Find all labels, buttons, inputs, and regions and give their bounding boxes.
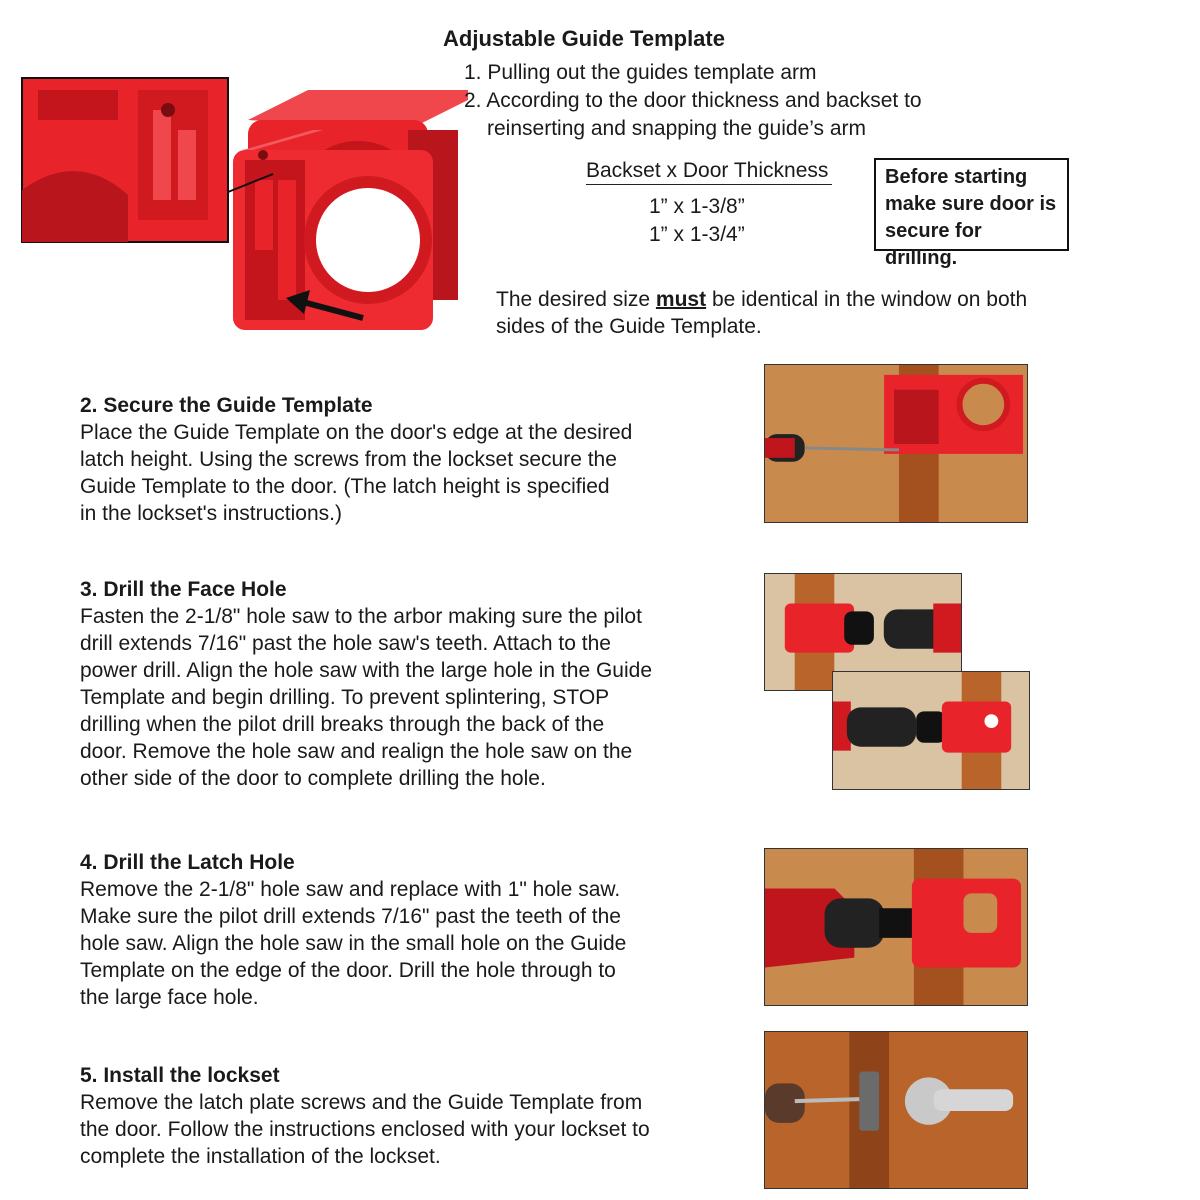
section-line: Guide Template to the door. (The latch height is specified [80, 475, 610, 498]
section-line: Remove the 2-1/8" hole saw and replace with 1" hole saw. [80, 878, 621, 901]
callout-line-1: Before starting [885, 166, 1028, 188]
callout-line-2: make sure door is [885, 193, 1057, 215]
size-note-part1: The desired size [496, 288, 656, 311]
size-note-line-2: sides of the Guide Template. [496, 315, 762, 338]
section-line: Template and begin drilling. To prevent splintering, STOP [80, 686, 610, 709]
size-note-emphasis: must [655, 288, 707, 311]
section-heading: 3. Drill the Face Hole [80, 578, 287, 601]
intro-step-2-cont: reinserting and snapping the guide’s arm [487, 117, 867, 140]
section-line: the door. Follow the instructions enclosed with your lockset to [80, 1118, 650, 1141]
section-line: door. Remove the hole saw and realign the hole saw on the [80, 740, 633, 763]
latch-hole-photo [764, 848, 1028, 1006]
section-line: other side of the door to complete drilling the hole. [80, 767, 546, 790]
section-face-hole [80, 576, 652, 792]
section-secure-template [80, 392, 632, 527]
guide-template-illustration [18, 70, 478, 330]
section-line: Place the Guide Template on the door's edge at the desired [80, 421, 633, 444]
section-latch-hole [80, 849, 626, 1011]
intro-step-2: 2. According to the door thickness and backset to [464, 89, 922, 112]
section-line: latch height. Using the screws from the lockset secure the [80, 448, 617, 471]
callout-line-3: secure for drilling. [885, 220, 982, 269]
section-install-lockset [80, 1062, 650, 1170]
section-heading: 4. Drill the Latch Hole [80, 851, 295, 874]
backset-row-1: 1” x 1-3/8” [649, 195, 745, 218]
section-line: Template on the edge of the door. Drill the hole through to [80, 959, 616, 982]
section-line: Remove the latch plate screws and the Guide Template from [80, 1091, 643, 1114]
section-line: power drill. Align the hole saw with the large hole in the Guide [80, 659, 653, 682]
backset-table-header: Backset x Door Thickness [586, 157, 832, 185]
section-line: the large face hole. [80, 986, 259, 1009]
section-line: in the lockset's instructions.) [80, 502, 342, 525]
section-line: complete the installation of the lockset. [80, 1145, 441, 1168]
section-heading: 5. Install the lockset [80, 1064, 280, 1087]
intro-step-1: 1. Pulling out the guides template arm [464, 61, 817, 84]
product-photo [18, 70, 478, 330]
page-title: Adjustable Guide Template [443, 26, 725, 51]
size-note-part2: be identical in the window on both [706, 288, 1028, 311]
backset-row-2: 1” x 1-3/4” [649, 223, 745, 246]
section-line: Make sure the pilot drill extends 7/16" past the teeth of the [80, 905, 621, 928]
face-hole-photo-2 [832, 671, 1030, 790]
section-line: hole saw. Align the hole saw in the small hole on the Guide [80, 932, 627, 955]
section-heading: 2. Secure the Guide Template [80, 394, 373, 417]
section-line: drilling when the pilot drill breaks through the back of the [80, 713, 605, 736]
install-lockset-photo [764, 1031, 1028, 1189]
section-line: drill extends 7/16" past the hole saw's teeth. Attach to the [80, 632, 611, 655]
size-note [496, 286, 1027, 313]
section-line: Fasten the 2-1/8" hole saw to the arbor making sure the pilot [80, 605, 642, 628]
safety-callout [874, 158, 1069, 269]
secure-template-photo [764, 364, 1028, 523]
